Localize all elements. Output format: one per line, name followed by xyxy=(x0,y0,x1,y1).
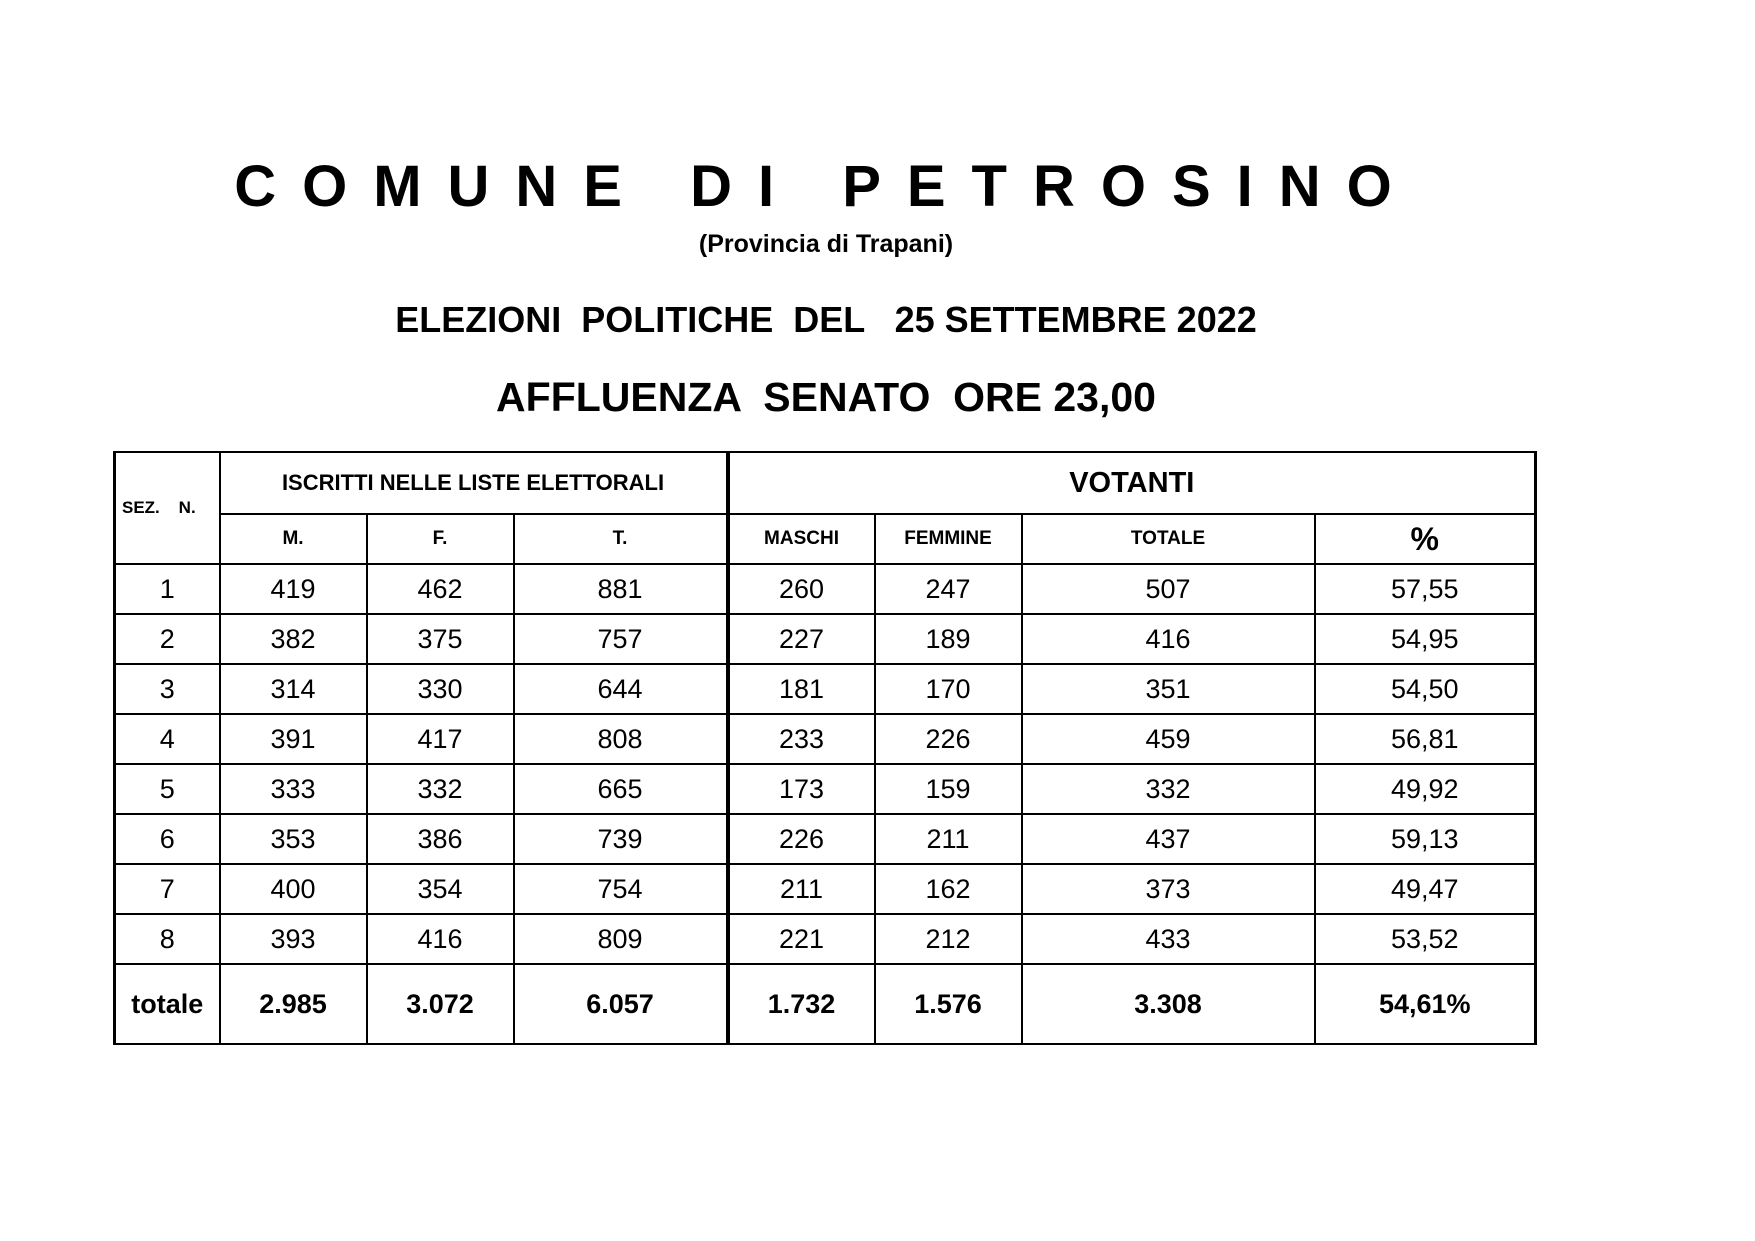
cell-sez: 8 xyxy=(115,914,220,964)
cell-femmine: 189 xyxy=(875,614,1022,664)
cell-sez: 2 xyxy=(115,614,220,664)
cell-femmine: 211 xyxy=(875,814,1022,864)
cell-f: 3.072 xyxy=(367,964,514,1044)
cell-t: 644 xyxy=(514,664,728,714)
cell-m: 382 xyxy=(220,614,367,664)
cell-maschi: 260 xyxy=(728,564,875,614)
cell-t: 754 xyxy=(514,864,728,914)
turnout-heading: AFFLUENZA SENATO ORE 23,00 xyxy=(496,374,1156,420)
cell-pct: 49,92 xyxy=(1315,764,1536,814)
cell-pct: 53,52 xyxy=(1315,914,1536,964)
header-col-totale: TOTALE xyxy=(1022,514,1315,564)
header-col-m: M. xyxy=(220,514,367,564)
cell-pct: 54,50 xyxy=(1315,664,1536,714)
cell-f: 386 xyxy=(367,814,514,864)
cell-maschi: 226 xyxy=(728,814,875,864)
table-row xyxy=(115,764,1536,814)
table-row xyxy=(115,864,1536,914)
turnout-table xyxy=(113,451,1537,1045)
cell-sez: totale xyxy=(115,964,220,1044)
cell-m: 314 xyxy=(220,664,367,714)
cell-femmine: 212 xyxy=(875,914,1022,964)
header-col-f: F. xyxy=(367,514,514,564)
cell-totale: 437 xyxy=(1022,814,1315,864)
cell-totale: 433 xyxy=(1022,914,1315,964)
cell-totale: 332 xyxy=(1022,764,1315,814)
table-row xyxy=(115,564,1536,614)
cell-sez: 3 xyxy=(115,664,220,714)
cell-totale: 416 xyxy=(1022,614,1315,664)
cell-f: 332 xyxy=(367,764,514,814)
table-total-row xyxy=(115,964,1536,1044)
table-row xyxy=(115,714,1536,764)
cell-m: 393 xyxy=(220,914,367,964)
cell-t: 808 xyxy=(514,714,728,764)
table-row xyxy=(115,664,1536,714)
header-iscritti: ISCRITTI NELLE LISTE ELETTORALI xyxy=(220,452,728,514)
cell-f: 416 xyxy=(367,914,514,964)
table-header-row xyxy=(115,452,1536,514)
cell-totale: 507 xyxy=(1022,564,1315,614)
cell-f: 375 xyxy=(367,614,514,664)
cell-t: 809 xyxy=(514,914,728,964)
cell-m: 391 xyxy=(220,714,367,764)
cell-pct: 54,61% xyxy=(1315,964,1536,1044)
cell-maschi: 173 xyxy=(728,764,875,814)
cell-m: 400 xyxy=(220,864,367,914)
cell-m: 353 xyxy=(220,814,367,864)
cell-sez: 5 xyxy=(115,764,220,814)
header-col-maschi: MASCHI xyxy=(728,514,875,564)
cell-f: 417 xyxy=(367,714,514,764)
cell-totale: 373 xyxy=(1022,864,1315,914)
cell-totale: 351 xyxy=(1022,664,1315,714)
header-votanti: VOTANTI xyxy=(728,452,1536,514)
cell-femmine: 226 xyxy=(875,714,1022,764)
cell-femmine: 162 xyxy=(875,864,1022,914)
cell-pct: 49,47 xyxy=(1315,864,1536,914)
table-subheader-row xyxy=(115,514,1536,564)
cell-sez: 7 xyxy=(115,864,220,914)
cell-pct: 54,95 xyxy=(1315,614,1536,664)
election-heading: ELEZIONI POLITICHE DEL 25 SETTEMBRE 2022 xyxy=(395,299,1257,340)
cell-maschi: 1.732 xyxy=(728,964,875,1044)
page-subtitle: (Provincia di Trapani) xyxy=(698,230,954,258)
table-row xyxy=(115,814,1536,864)
cell-femmine: 247 xyxy=(875,564,1022,614)
cell-maschi: 181 xyxy=(728,664,875,714)
header-col-femmine: FEMMINE xyxy=(875,514,1022,564)
header-col-pct: % xyxy=(1315,514,1536,564)
cell-m: 419 xyxy=(220,564,367,614)
cell-f: 354 xyxy=(367,864,514,914)
cell-t: 665 xyxy=(514,764,728,814)
cell-sez: 1 xyxy=(115,564,220,614)
header-col-t: T. xyxy=(514,514,728,564)
cell-maschi: 211 xyxy=(728,864,875,914)
header-sez: SEZ. N. xyxy=(115,452,220,564)
cell-maschi: 233 xyxy=(728,714,875,764)
cell-maschi: 227 xyxy=(728,614,875,664)
cell-t: 881 xyxy=(514,564,728,614)
cell-m: 2.985 xyxy=(220,964,367,1044)
cell-m: 333 xyxy=(220,764,367,814)
cell-pct: 56,81 xyxy=(1315,714,1536,764)
cell-f: 330 xyxy=(367,664,514,714)
cell-sez: 6 xyxy=(115,814,220,864)
cell-pct: 59,13 xyxy=(1315,814,1536,864)
cell-pct: 57,55 xyxy=(1315,564,1536,614)
cell-femmine: 1.576 xyxy=(875,964,1022,1044)
cell-t: 739 xyxy=(514,814,728,864)
cell-femmine: 170 xyxy=(875,664,1022,714)
cell-t: 6.057 xyxy=(514,964,728,1044)
cell-sez: 4 xyxy=(115,714,220,764)
cell-totale: 3.308 xyxy=(1022,964,1315,1044)
page-title: COMUNE DI PETROSINO xyxy=(234,154,1418,219)
cell-totale: 459 xyxy=(1022,714,1315,764)
table-row xyxy=(115,914,1536,964)
cell-femmine: 159 xyxy=(875,764,1022,814)
cell-maschi: 221 xyxy=(728,914,875,964)
table-row xyxy=(115,614,1536,664)
cell-t: 757 xyxy=(514,614,728,664)
cell-f: 462 xyxy=(367,564,514,614)
